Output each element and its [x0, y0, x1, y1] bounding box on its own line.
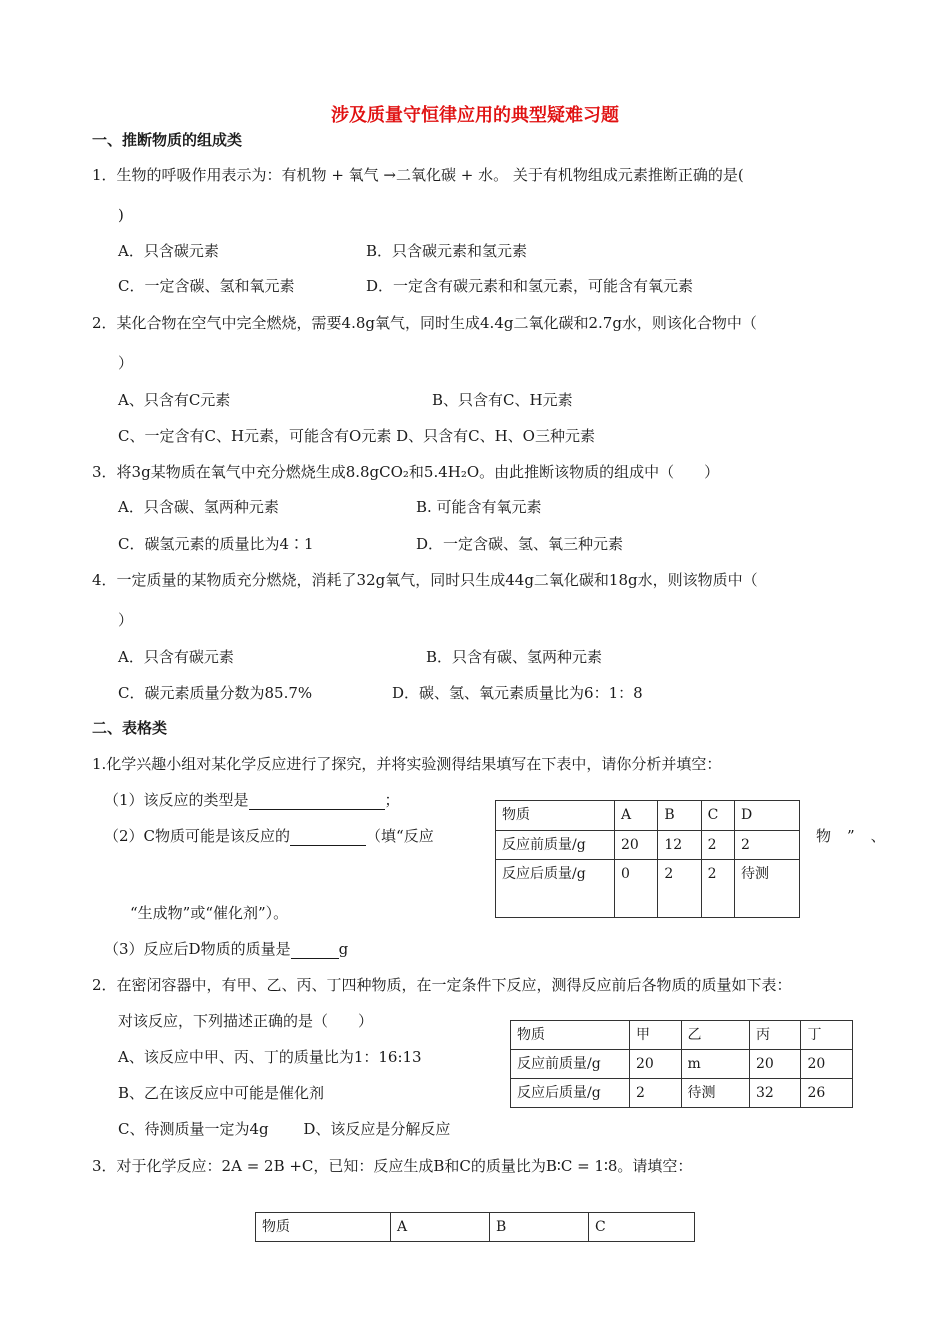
page-title: 涉及质量守恒律应用的典型疑难习题 [331, 105, 619, 126]
question-1-3-option-b: B. 可能含有氧元素 [416, 498, 542, 516]
question-1-4-option-b: B．只含有碳、氢两种元素 [426, 648, 603, 666]
table-cell: 20 [749, 1050, 801, 1079]
table-cell: 26 [801, 1079, 853, 1108]
question-2-2-ask: 对该反应，下列描述正确的是（ ） [118, 1012, 374, 1030]
part-3-text: （3）反应后D物质的质量是 [104, 940, 291, 958]
table-cell: 乙 [681, 1021, 749, 1050]
table-row [496, 860, 800, 918]
question-1-3-stem: 3．将3g某物质在氧气中充分燃烧生成8.8gCO₂和5.4H₂O。由此推断该物质的组成中（ ） [92, 463, 720, 481]
table-cell: 32 [749, 1079, 801, 1108]
table-cell: 12 [658, 830, 701, 860]
table-cell: 物质 [256, 1213, 391, 1242]
question-2-3-stem: 3．对于化学反应：2A = 2B +C，已知：反应生成B和C的质量比为B∶C = 1∶8。请填空： [92, 1157, 693, 1175]
question-2-1-stem: 1.化学兴趣小组对某化学反应进行了探究，并将实验测得结果填写在下表中，请你分析并填空： [92, 755, 722, 773]
question-1-4-paren: ） [118, 611, 134, 629]
table-cell: A [615, 801, 658, 831]
question-2-3-table [255, 1212, 695, 1242]
table-cell: 物质 [496, 801, 615, 831]
table-cell: A [391, 1213, 490, 1242]
table-cell: 待测 [681, 1079, 749, 1108]
question-1-2-option-b: B、只含有C、H元素 [432, 391, 573, 409]
part-2-end: （填“反应 [366, 827, 434, 845]
section-heading-2: 二、表格类 [92, 719, 168, 737]
question-1-3-option-a: A．只含碳、氢两种元素 [118, 498, 279, 516]
table-cell: m [681, 1050, 749, 1079]
table-row [511, 1021, 853, 1050]
question-1-4-option-c: C．碳元素质量分数为85.7% [118, 684, 313, 702]
table-cell: B [658, 801, 701, 831]
table-cell: 2 [658, 860, 701, 918]
table-cell: 20 [801, 1050, 853, 1079]
table-cell: 反应前质量/g [496, 830, 615, 860]
question-2-2-option-cd: C、待测质量一定为4g D、该反应是分解反应 [118, 1120, 451, 1138]
question-1-3-option-c: C．碳氢元素的质量比为4∶1 [118, 535, 314, 553]
table-cell: 2 [735, 830, 800, 860]
question-2-2-option-a: A、该反应中甲、丙、丁的质量比为1：16:13 [118, 1048, 422, 1066]
section-heading-1: 一、推断物质的组成类 [92, 131, 243, 149]
question-1-1-option-a: A．只含碳元素 [118, 242, 219, 260]
question-2-2-stem: 2．在密闭容器中，有甲、乙、丙、丁四种物质，在一定条件下反应，测得反应前后各物质的质量如下表： [92, 976, 792, 994]
table-row [511, 1050, 853, 1079]
question-1-4-option-a: A．只含有碳元素 [118, 648, 234, 666]
question-2-1-part-2 [104, 826, 434, 846]
table-cell: 物质 [511, 1021, 630, 1050]
table-cell: 反应后质量/g [511, 1079, 630, 1108]
table-row [256, 1213, 695, 1242]
question-2-1-part-1 [104, 790, 400, 810]
question-1-4-stem: 4．一定质量的某物质充分燃烧，消耗了32g氧气，同时只生成44g二氧化碳和18g水，则该物质中（ [92, 571, 758, 589]
table-cell: B [490, 1213, 589, 1242]
table-cell: 2 [630, 1079, 682, 1108]
question-1-1-paren: ) [118, 206, 124, 224]
table-cell: 甲 [630, 1021, 682, 1050]
question-1-4-option-d: D．碳、氢、氧元素质量比为6：1：8 [392, 684, 643, 702]
table-row [496, 830, 800, 860]
question-1-2-stem: 2．某化合物在空气中完全燃烧，需要4.8g氧气，同时生成4.4g二氧化碳和2.7g水，则该化合物中（ [92, 314, 757, 332]
question-1-1-option-c: C．一定含碳、氢和氧元素 [118, 277, 295, 295]
table-cell: 反应前质量/g [511, 1050, 630, 1079]
table-cell: C [701, 801, 734, 831]
table-cell: 20 [615, 830, 658, 860]
table-cell: 丙 [749, 1021, 801, 1050]
question-1-2-option-cd: C、一定含有C、H元素，可能含有O元素 D、只含有C、H、O三种元素 [118, 427, 595, 445]
question-1-3-option-d: D．一定含碳、氢、氧三种元素 [416, 535, 624, 553]
question-2-1-part-2-right: 物”、 [816, 827, 902, 845]
question-1-2-option-a: A、只含有C元素 [118, 391, 231, 409]
part-3-end: g [338, 940, 349, 958]
part-1-text: （1）该反应的类型是 [104, 791, 249, 809]
part-1-end: ； [384, 791, 400, 809]
question-2-1-part-2-cont: “生成物”或“催化剂”）。 [130, 904, 289, 922]
question-2-2-table [510, 1020, 853, 1108]
answer-blank[interactable] [290, 829, 366, 846]
table-cell: 丁 [801, 1021, 853, 1050]
table-cell: D [735, 801, 800, 831]
table-cell: 2 [701, 830, 734, 860]
part-2-text: （2）C物质可能是该反应的 [104, 827, 291, 845]
table-cell: 待测 [735, 860, 800, 918]
table-cell: C [589, 1213, 695, 1242]
answer-blank[interactable] [291, 942, 339, 959]
question-1-1-option-d: D．一定含有碳元素和和氢元素，可能含有氧元素 [366, 277, 694, 295]
question-1-1-stem: 1．生物的呼吸作用表示为：有机物 + 氧气 →二氧化碳 + 水。 关于有机物组成元素推断正确的是( [92, 166, 744, 184]
answer-blank[interactable] [249, 793, 385, 810]
table-cell: 反应后质量/g [496, 860, 615, 918]
table-row [511, 1079, 853, 1108]
table-cell: 2 [701, 860, 734, 918]
question-2-1-part-3 [104, 939, 348, 959]
question-1-2-paren: ） [118, 354, 134, 372]
table-cell: 20 [630, 1050, 682, 1079]
table-cell: 0 [615, 860, 658, 918]
question-1-1-option-b: B．只含碳元素和氢元素 [366, 242, 528, 260]
question-2-2-option-b: B、乙在该反应中可能是催化剂 [118, 1084, 325, 1102]
question-2-1-table [495, 800, 800, 918]
table-row [496, 801, 800, 831]
